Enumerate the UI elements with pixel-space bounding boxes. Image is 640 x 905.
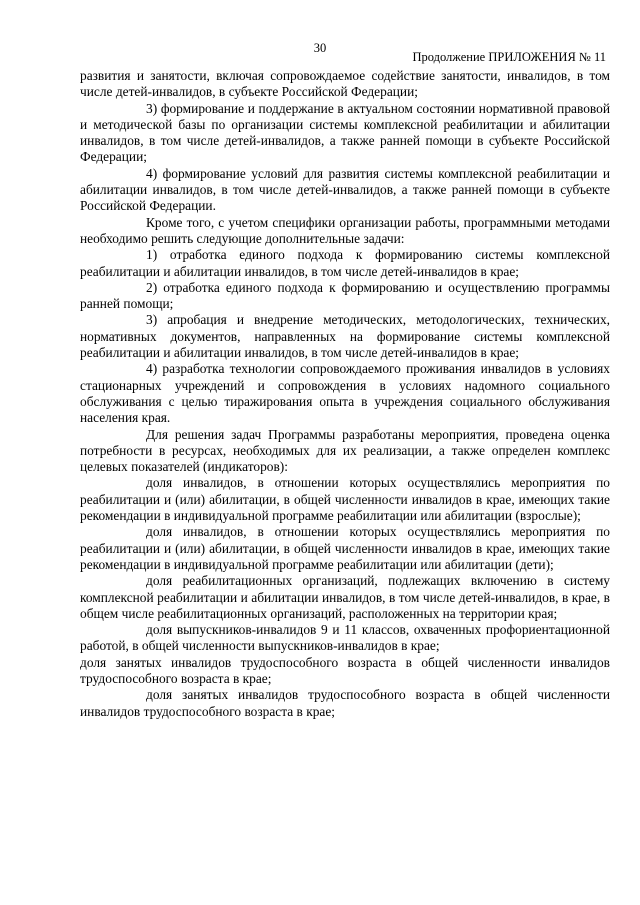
paragraph: доля инвалидов, в отношении которых осуществлялись мероприятия по реабилитации и (или) абилитации, в общей численности инвалидов в крае, имеющих такие рекомендации в индивидуальной программе реабилитации или абилитации (дети); [80, 524, 610, 572]
paragraph: доля занятых инвалидов трудоспособного возраста в общей численности инвалидов трудоспособного возраста в крае; [80, 687, 610, 719]
paragraph: 4) разработка технологии сопровождаемого проживания инвалидов в условиях стационарных учреждений и сопровождения в условиях надомного социального обслуживания с целью тиражирования опыта в учреждения социального обслуживания населения края. [80, 361, 610, 426]
paragraph: развития и занятости, включая сопровождаемое содействие занятости, инвалидов, в том числе детей-инвалидов, в субъекте Российской Федерации; [80, 68, 610, 100]
paragraph: 3) формирование и поддержание в актуальном состоянии нормативной правовой и методической базы по организации системы комплексной реабилитации и абилитации инвалидов, в том числе детей-инвалидов, а также ранней помощи в субъекте Российской Федерации; [80, 100, 610, 165]
paragraph: 3) апробация и внедрение методических, методологических, технических, нормативных документов, направленных на формирование системы комплексной реабилитации и абилитации инвалидов, в том числе детей-инвалидов в крае; [80, 312, 610, 361]
paragraph: доля инвалидов, в отношении которых осуществлялись мероприятия по реабилитации и (или) абилитации, в общей численности инвалидов в крае, имеющих такие рекомендации в индивидуальной программе реабилитации или абилитации (взрослые); [80, 475, 610, 524]
paragraph: 1) отработка единого подхода к формированию системы комплексной реабилитации и абилитации инвалидов, в том числе детей-инвалидов в крае; [80, 247, 610, 279]
paragraph: доля выпускников-инвалидов 9 и 11 классов, охваченных профориентационной работой, в общей численности выпускников-инвалидов в крае; [80, 622, 610, 654]
paragraph: доля занятых инвалидов трудоспособного возраста в общей численности инвалидов трудоспособного возраста в крае; [80, 654, 610, 686]
appendix-continuation-label: Продолжение ПРИЛОЖЕНИЯ № 11 [412, 50, 606, 64]
paragraph: доля реабилитационных организаций, подлежащих включению в систему комплексной реабилитации и абилитации инвалидов, в том числе детей-инвалидов, в крае, в общем числе реабилитационных организаций, расположенных на территории края; [80, 573, 610, 621]
paragraph: 2) отработка единого подхода к формированию и осуществлению программы ранней помощи; [80, 279, 610, 312]
page-number: 30 [313, 41, 327, 55]
document-body [80, 68, 610, 720]
paragraph: 4) формирование условий для развития системы комплексной реабилитации и абилитации инвалидов, в том числе детей-инвалидов, а также ранней помощи в субъекте Российской Федерации. [80, 165, 610, 214]
paragraph: Кроме того, с учетом специфики организации работы, программными методами необходимо решить следующие дополнительные задачи: [80, 214, 610, 246]
paragraph: Для решения задач Программы разработаны мероприятия, проведена оценка потребности в ресурсах, необходимых для их реализации, а также определен комплекс целевых показателей (индикаторов): [80, 426, 610, 475]
